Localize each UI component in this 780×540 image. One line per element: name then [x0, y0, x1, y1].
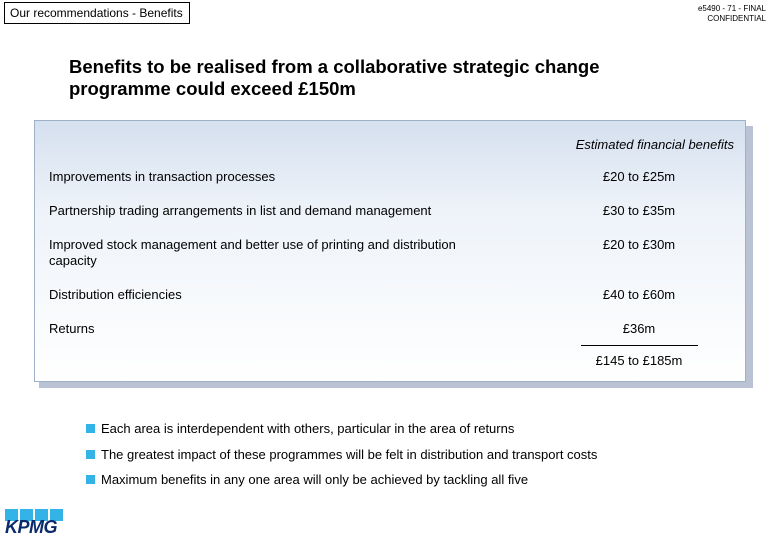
bullet-square-icon	[86, 424, 95, 433]
bullet-text: Maximum benefits in any one area will only be achieved by tackling all five	[101, 472, 529, 487]
bullet-list	[86, 421, 766, 498]
bullet-text: The greatest impact of these programmes will be felt in distribution and transport costs	[101, 446, 598, 462]
bullet-square-icon	[86, 475, 95, 484]
logo-wordmark: KPMG	[5, 517, 57, 537]
section-tag: Our recommendations - Benefits	[4, 2, 190, 24]
row-value: £36m	[622, 321, 656, 336]
row-label: Partnership trading arrangements in list and demand management	[49, 203, 432, 218]
list-item	[86, 421, 766, 447]
row-label: Improvements in transaction processes	[49, 169, 276, 184]
row-value: £20 to £25m	[602, 169, 676, 184]
row-value: £40 to £60m	[602, 287, 676, 302]
bullet-square-icon	[86, 450, 95, 459]
document-reference	[646, 4, 766, 24]
confidential-label: CONFIDENTIAL	[707, 14, 766, 23]
list-item	[86, 447, 766, 473]
reference-code: e5490 - 71 - FINAL	[697, 4, 766, 13]
row-label: Improved stock management and better use of printing and distribution capacity	[49, 237, 456, 268]
column-header: Estimated financial benefits	[575, 137, 734, 152]
row-value: £20 to £30m	[602, 237, 676, 252]
total-divider	[581, 345, 698, 346]
row-value: £30 to £35m	[602, 203, 676, 218]
list-item	[86, 472, 766, 498]
total-value: £145 to £185m	[595, 353, 683, 368]
row-label: Returns	[49, 321, 95, 336]
page-title-line-1: Benefits to be realised from a collaborative strategic change	[69, 56, 600, 77]
page-title-line-2: programme could exceed £150m	[69, 78, 356, 99]
row-label: Distribution efficiencies	[49, 287, 182, 302]
page-title	[69, 56, 729, 100]
company-logo	[5, 509, 65, 537]
bullet-text: Each area is interdependent with others, particular in the area of returns	[101, 421, 515, 436]
